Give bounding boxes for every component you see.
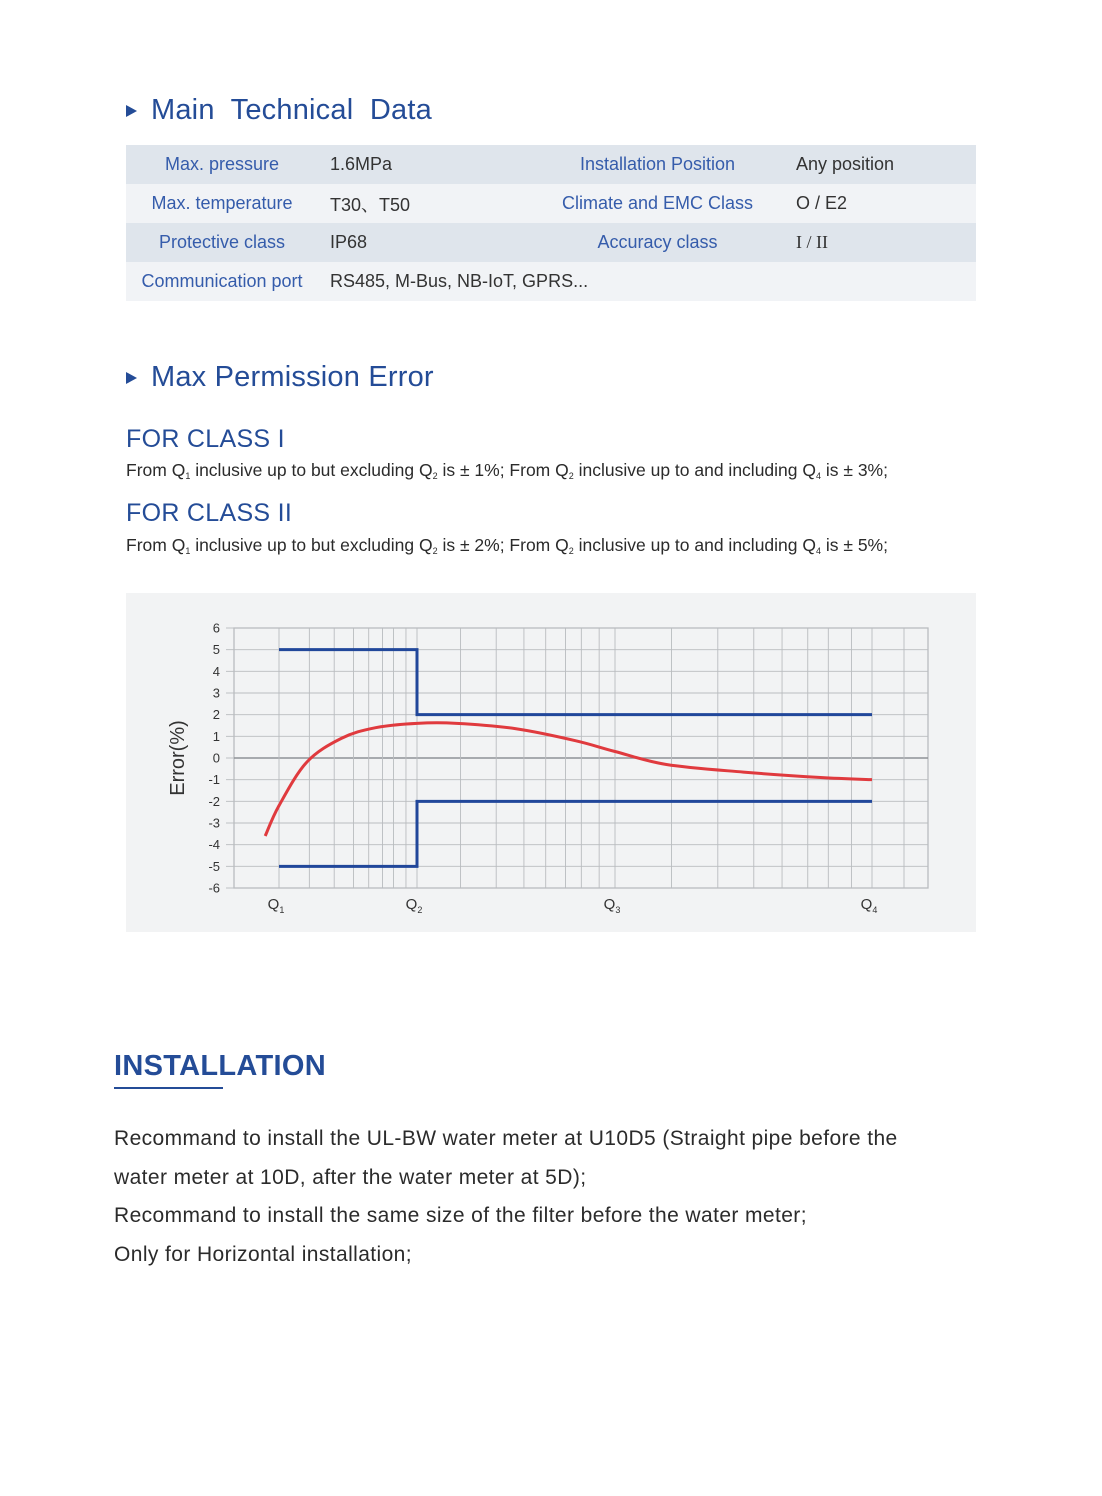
- installation-line: Recommand to install the UL-BW water meter at U10D5 (Straight pipe before the: [114, 1127, 898, 1150]
- table-row: [126, 223, 976, 262]
- y-tick-label: -3: [208, 815, 220, 831]
- section-heading-error: [126, 361, 434, 394]
- table-row: [126, 184, 976, 223]
- spec-table: [126, 145, 976, 301]
- section-heading-tech: [126, 94, 432, 127]
- y-tick-label: 4: [212, 663, 220, 679]
- y-tick-label: 1: [212, 728, 220, 744]
- installation-text: [114, 1120, 1014, 1274]
- spec-value: I / II: [780, 223, 976, 262]
- spec-key: Communication port: [126, 262, 318, 301]
- x-tick-label: $Q_3$: [603, 896, 621, 915]
- spec-value: T30、T50: [318, 184, 535, 223]
- y-tick-label: -6: [208, 880, 220, 896]
- spec-key: Accuracy class: [535, 223, 780, 262]
- spec-key: Max. pressure: [126, 145, 318, 184]
- installation-line: water meter at 10D, after the water meter at 5D);: [114, 1165, 587, 1189]
- y-tick-label: -5: [208, 858, 220, 874]
- spec-key: Installation Position: [535, 145, 780, 184]
- class-i-description: From $Q_1$ inclusive up to but excluding $Q_2$ is ± 1%; From $Q_2$ inclusive up to and including $Q_4$ is ± 3%;: [126, 460, 888, 481]
- y-tick-label: 5: [212, 642, 220, 658]
- y-tick-label: -1: [208, 772, 220, 788]
- class-ii-title: FOR CLASS II: [126, 499, 293, 527]
- class-ii-description: From $Q_1$ inclusive up to but excluding $Q_2$ is ± 2%; From $Q_2$ inclusive up to and including $Q_4$ is ± 5%;: [126, 535, 888, 556]
- y-tick-label: -4: [208, 837, 220, 853]
- installation-line: Only for Horizontal installation;: [114, 1242, 412, 1266]
- spec-key: Climate and EMC Class: [535, 184, 780, 223]
- triangle-bullet-icon: [126, 372, 137, 384]
- spec-value: 1.6MPa: [318, 145, 535, 184]
- table-row: [126, 145, 976, 184]
- installation-underline: [114, 1087, 223, 1089]
- triangle-bullet-icon: [126, 105, 137, 117]
- y-tick-label: 2: [212, 707, 220, 723]
- spec-value: Any position: [780, 145, 976, 184]
- x-tick-label: $Q_1$: [267, 896, 285, 915]
- x-tick-label: $Q_2$: [405, 896, 423, 915]
- y-tick-label: -2: [208, 793, 220, 809]
- y-tick-label: 6: [212, 620, 220, 636]
- y-tick-label: 3: [212, 685, 220, 701]
- class-i-title: FOR CLASS I: [126, 425, 285, 453]
- error-chart: [126, 593, 976, 932]
- installation-line: Recommand to install the same size of the filter before the water meter;: [114, 1204, 807, 1227]
- spec-value: RS485, M-Bus, NB-IoT, GPRS...: [318, 262, 976, 301]
- spec-key: Max. temperature: [126, 184, 318, 223]
- x-tick-label: $Q_4$: [860, 896, 878, 915]
- section-title: Max Permission Error: [151, 361, 434, 393]
- section-title: Main Technical Data: [151, 94, 432, 126]
- table-row: [126, 262, 976, 301]
- installation-title: INSTALLATION: [114, 1050, 326, 1082]
- y-axis-label: Error(%): [167, 720, 189, 796]
- spec-value: IP68: [318, 223, 535, 262]
- spec-value: O / E2: [780, 184, 976, 223]
- spec-key: Protective class: [126, 223, 318, 262]
- error-chart-svg: [126, 593, 976, 932]
- y-tick-label: 0: [212, 750, 220, 766]
